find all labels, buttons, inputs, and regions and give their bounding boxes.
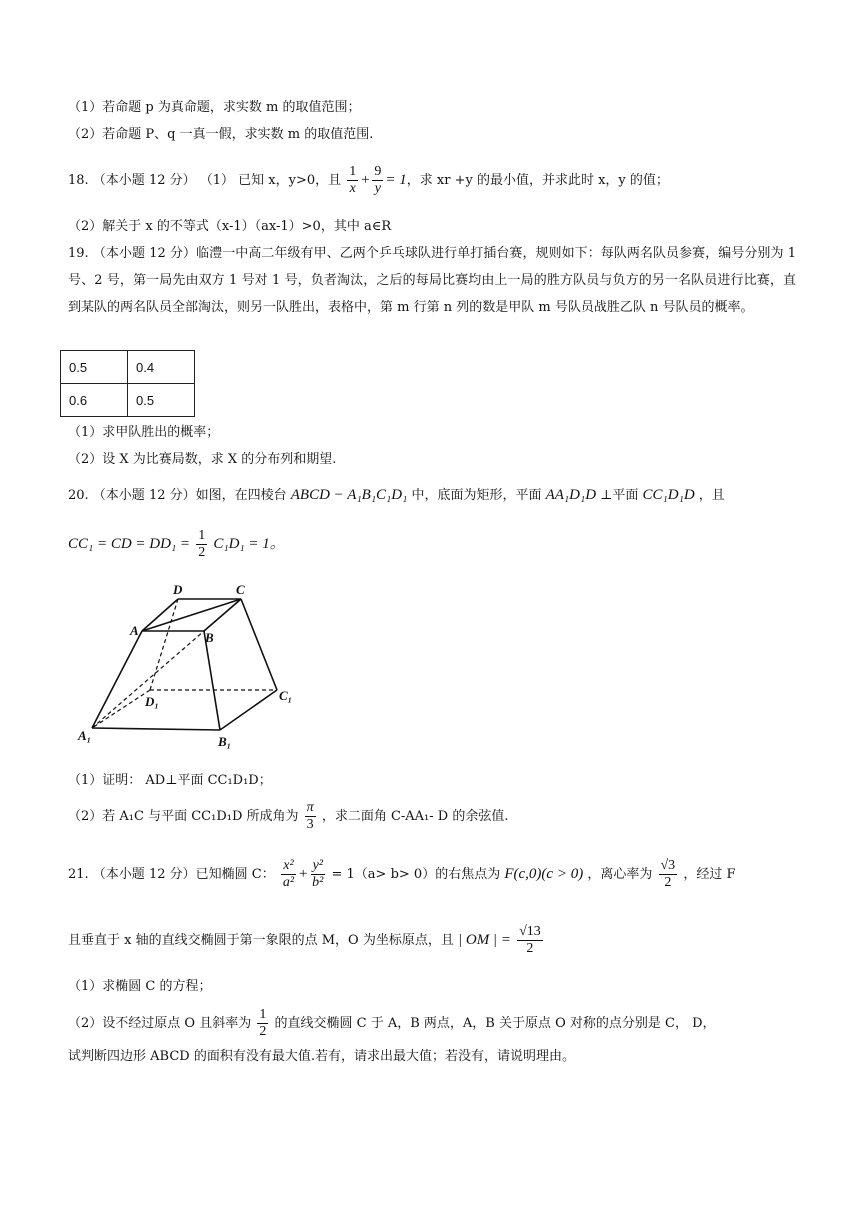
q20-part2-head: （2）若 A₁C 与平面 CC₁D₁D 所成角为 [68,809,299,824]
table-cell: 0.5 [128,384,195,417]
q18-head-text: 18. （本小题 12 分） （1） 已知 x，y>0，且 [68,173,342,188]
table-cell: 0.5 [61,351,128,384]
q21-part2 [68,1004,796,1044]
q21-part2-head: （2）设不经过原点 O 且斜率为 [68,1016,252,1031]
q20-mid-text: 中，底面为矩形，平面 [411,488,542,503]
q18-tail: ，求 xr +y 的最小值，并求此时 x，y 的值； [406,173,669,188]
q19-part1: （1）求甲队胜出的概率； [68,425,220,440]
table-cell: 0.6 [61,384,128,417]
q18-plus: + [360,172,371,188]
q17-part2: （2）若命题 P、q 一真一假，求实数 m 的取值范围. [68,127,374,142]
probability-table [60,350,195,417]
q20-tail-text: ，且 [698,488,725,503]
frustum-figure [70,578,310,758]
vertex-label: D [173,582,183,597]
q21-x2-over-a2: $\frac{\text{x²}}{\text{a²}}$ [282,858,295,890]
q21-om: | OM | = [457,932,511,948]
q20-condition [68,524,796,565]
q20-plane-2: CC₁D₁D [642,487,695,503]
vertex-label: A [130,623,139,638]
q20-half-fraction: $\frac{1}{2}$ [198,528,206,560]
q18-equals-one: = 1 [385,172,407,188]
q18-frac-1-over-x: $\frac{1}{x}$ [349,164,357,196]
q21-head-text: 21. （本小题 12 分）已知椭圆 C： [68,867,275,882]
table-row [61,384,195,417]
q20-pi-over-3: $\frac{\pi}{3}$ [306,800,314,832]
table-cell: 0.4 [128,351,195,384]
q20-plane-1: AA₁D₁D [545,487,597,503]
q21-ecc-text: ，离心率为 [587,867,653,882]
q20-frustum: ABCD − A₁B₁C₁D₁ [290,487,408,503]
q21-line2-head: 且垂直于 x 轴的直线交椭圆于第一象限的点 M，O 为坐标原点，且 [68,933,454,948]
vertex-label: B₁ [218,734,232,749]
q21-part1: （1）求椭圆 C 的方程； [68,979,212,994]
q21-y2-over-b2: $\frac{\text{y²}}{\text{b²}}$ [312,858,324,890]
q20-head-text: 20. （本小题 12 分）如图，在四棱台 [68,488,287,503]
q20-header [68,484,796,507]
vertex-label: D₁ [145,694,159,709]
q21-focus: F(c,0)(c > 0) [504,866,584,882]
q21-ecc-tail: ，经过 F [683,867,736,882]
q18-frac-9-over-y: $\frac{9}{y}$ [374,164,382,196]
q21-part2-cont: 试判断四边形 ABCD 的面积有没有最大值.若有，请求出最大值；若没有，请说明理由。 [68,1049,575,1064]
q21-slope-half: $\frac{1}{2}$ [259,1007,267,1039]
vertex-label: C₁ [279,688,293,703]
q20-part2 [68,797,796,837]
q20-cond-left: CC₁ = CD = DD₁ = [68,536,191,552]
q18-part2: （2）解关于 x 的不等式（x-1）（ax-1）>0，其中 a∈R [68,219,392,234]
q20-cond-right: C₁D₁ = 1。 [213,536,285,552]
q21-om-value: $\frac{√13}{2}$ [519,924,541,956]
vertex-label: B [205,630,214,645]
vertex-label: A₁ [78,728,92,743]
q19-statement: 19. （本小题 12 分）临澧一中高二年级有甲、乙两个乒乓球队进行单打插台赛，规则如下：每队两名队员参赛，编号分别为 1 号、2 号，第一局先由双方 1 号对 1 号，负者淘汰，之后的每局比赛均由上一局的胜方队员与负方的另一名队员进行比赛，直到某队的两名队员全部淘汰，则另一队胜出，表格中，第 m 行第 n 列的数是甲队 m 号队员战胜乙队 n 号队员的概率。 [68,246,796,315]
q21-line2 [68,918,796,963]
vertex-label: C [236,582,245,597]
q21-ellipse-tail: = 1（a> b> 0）的右焦点为 [331,867,501,882]
q20-perp-text: ⊥平面 [600,488,639,503]
q17-part1: （1）若命题 p 为真命题，求实数 m 的取值范围； [68,100,361,115]
q20-part1: （1）证明： AD⊥平面 CC₁D₁D； [68,773,272,788]
table-row [61,351,195,384]
q20-part2-tail: ，求二面角 C-AA₁- D 的余弦值. [321,809,509,824]
q21-header: 21. （本小题 12 分）已知椭圆 C： $\frac{\text{x²}}{\text{a²}}$ + $\frac{\text{y²}}{\text{b²}}$ = 1（a> b> 0）的右焦点为 F(c,0)(c > 0) ，离心率为 $\frac{√3}{2}$ ，经过 F [68,858,736,890]
q19-part2: （2）设 X 为比赛局数，求 X 的分布列和期望. [68,452,337,467]
q18-header [68,160,796,201]
q21-part2-tail: 的直线交椭圆 C 于 A，B 两点，A，B 关于原点 O 对称的点分别是 C， D， [274,1016,716,1031]
q21-eccentricity: $\frac{√3}{2}$ [660,858,676,890]
